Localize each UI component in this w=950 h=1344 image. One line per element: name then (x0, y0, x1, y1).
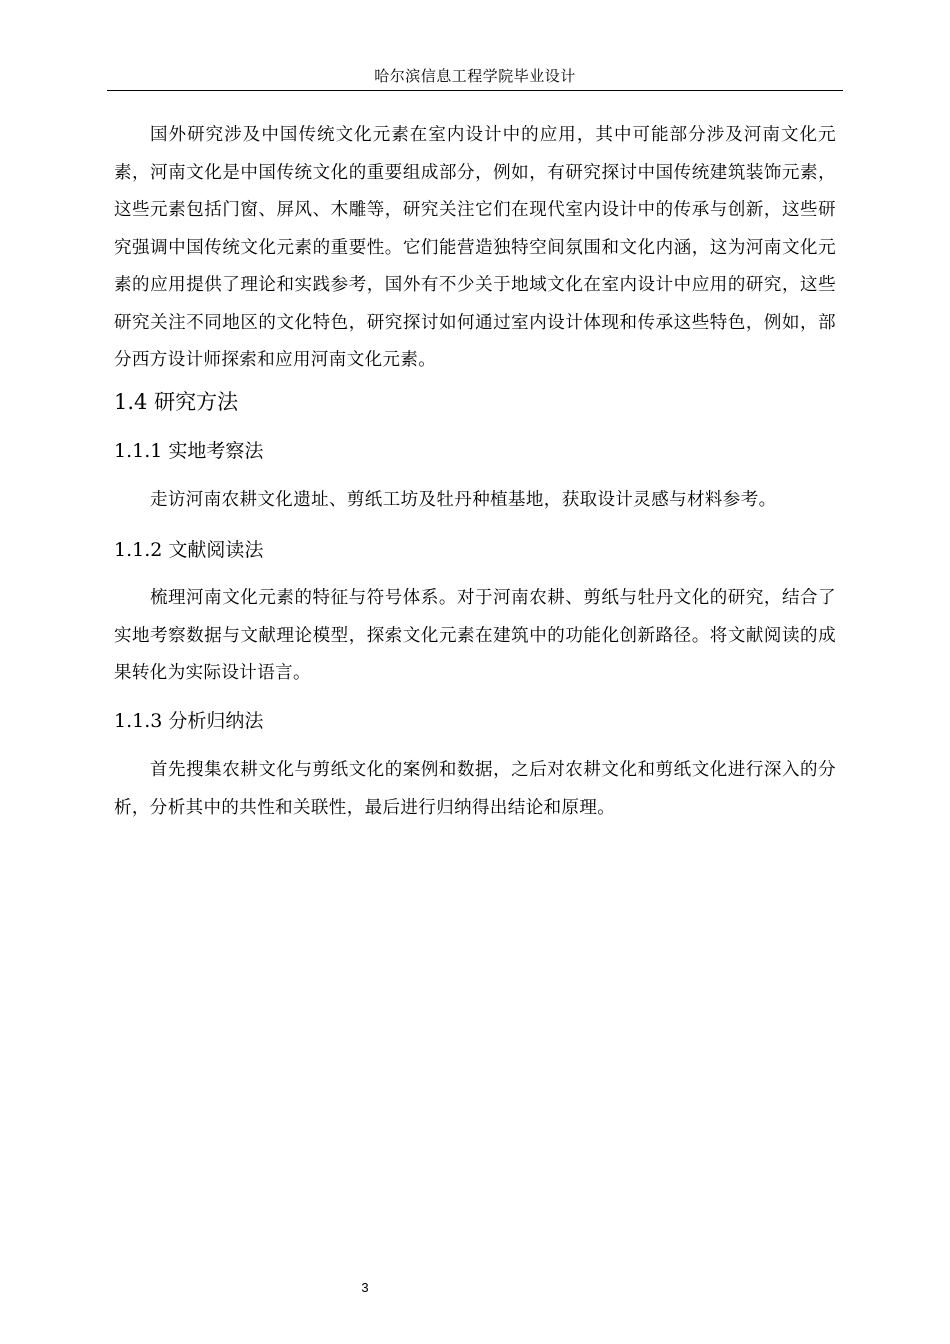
section-heading: 1.4 研究方法 (114, 390, 239, 414)
header-divider (107, 90, 843, 91)
subsection-heading-analysis: 1.1.3 分析归纳法 (114, 710, 264, 732)
intro-paragraph: 国外研究涉及中国传统文化元素在室内设计中的应用，其中可能部分涉及河南文化元素，河南文化是中国传统文化的重要组成部分，例如，有研究探讨中国传统建筑装饰元素，这些元素包括门窗、屏风、木雕等，研究关注它们在现代室内设计中的传承与创新，这些研究强调中国传统文化元素的重要性。它们能营造独特空间氛围和文化内涵，这为河南文化元素的应用提供了理论和实践参考，国外有不少关于地域文化在室内设计中应用的研究，这些研究关注不同地区的文化特色，研究探讨如何通过室内设计体现和传承这些特色，例如，部分西方设计师探索和应用河南文化元素。 (114, 125, 836, 370)
subsection-text-field-survey: 走访河南农耕文化遗址、剪纸工坊及牡丹种植基地，获取设计灵感与材料参考。 (150, 490, 777, 510)
subsection-text-literature: 梳理河南文化元素的特征与符号体系。对于河南农耕、剪纸与牡丹文化的研究，结合了实地考察数据与文献理论模型，探索文化元素在建筑中的功能化创新路径。将文献阅读的成果转化为实际设计语言。 (114, 588, 836, 683)
page-header: 哈尔滨信息工程学院毕业设计 (374, 67, 576, 85)
subsection-text-analysis: 首先搜集农耕文化与剪纸文化的案例和数据，之后对农耕文化和剪纸文化进行深入的分析，分析其中的共性和关联性，最后进行归纳得出结论和原理。 (114, 760, 836, 818)
subsection-heading-literature: 1.1.2 文献阅读法 (114, 539, 264, 561)
subsection-heading-field-survey: 1.1.1 实地考察法 (114, 440, 264, 462)
page-number: 3 (361, 1280, 369, 1295)
